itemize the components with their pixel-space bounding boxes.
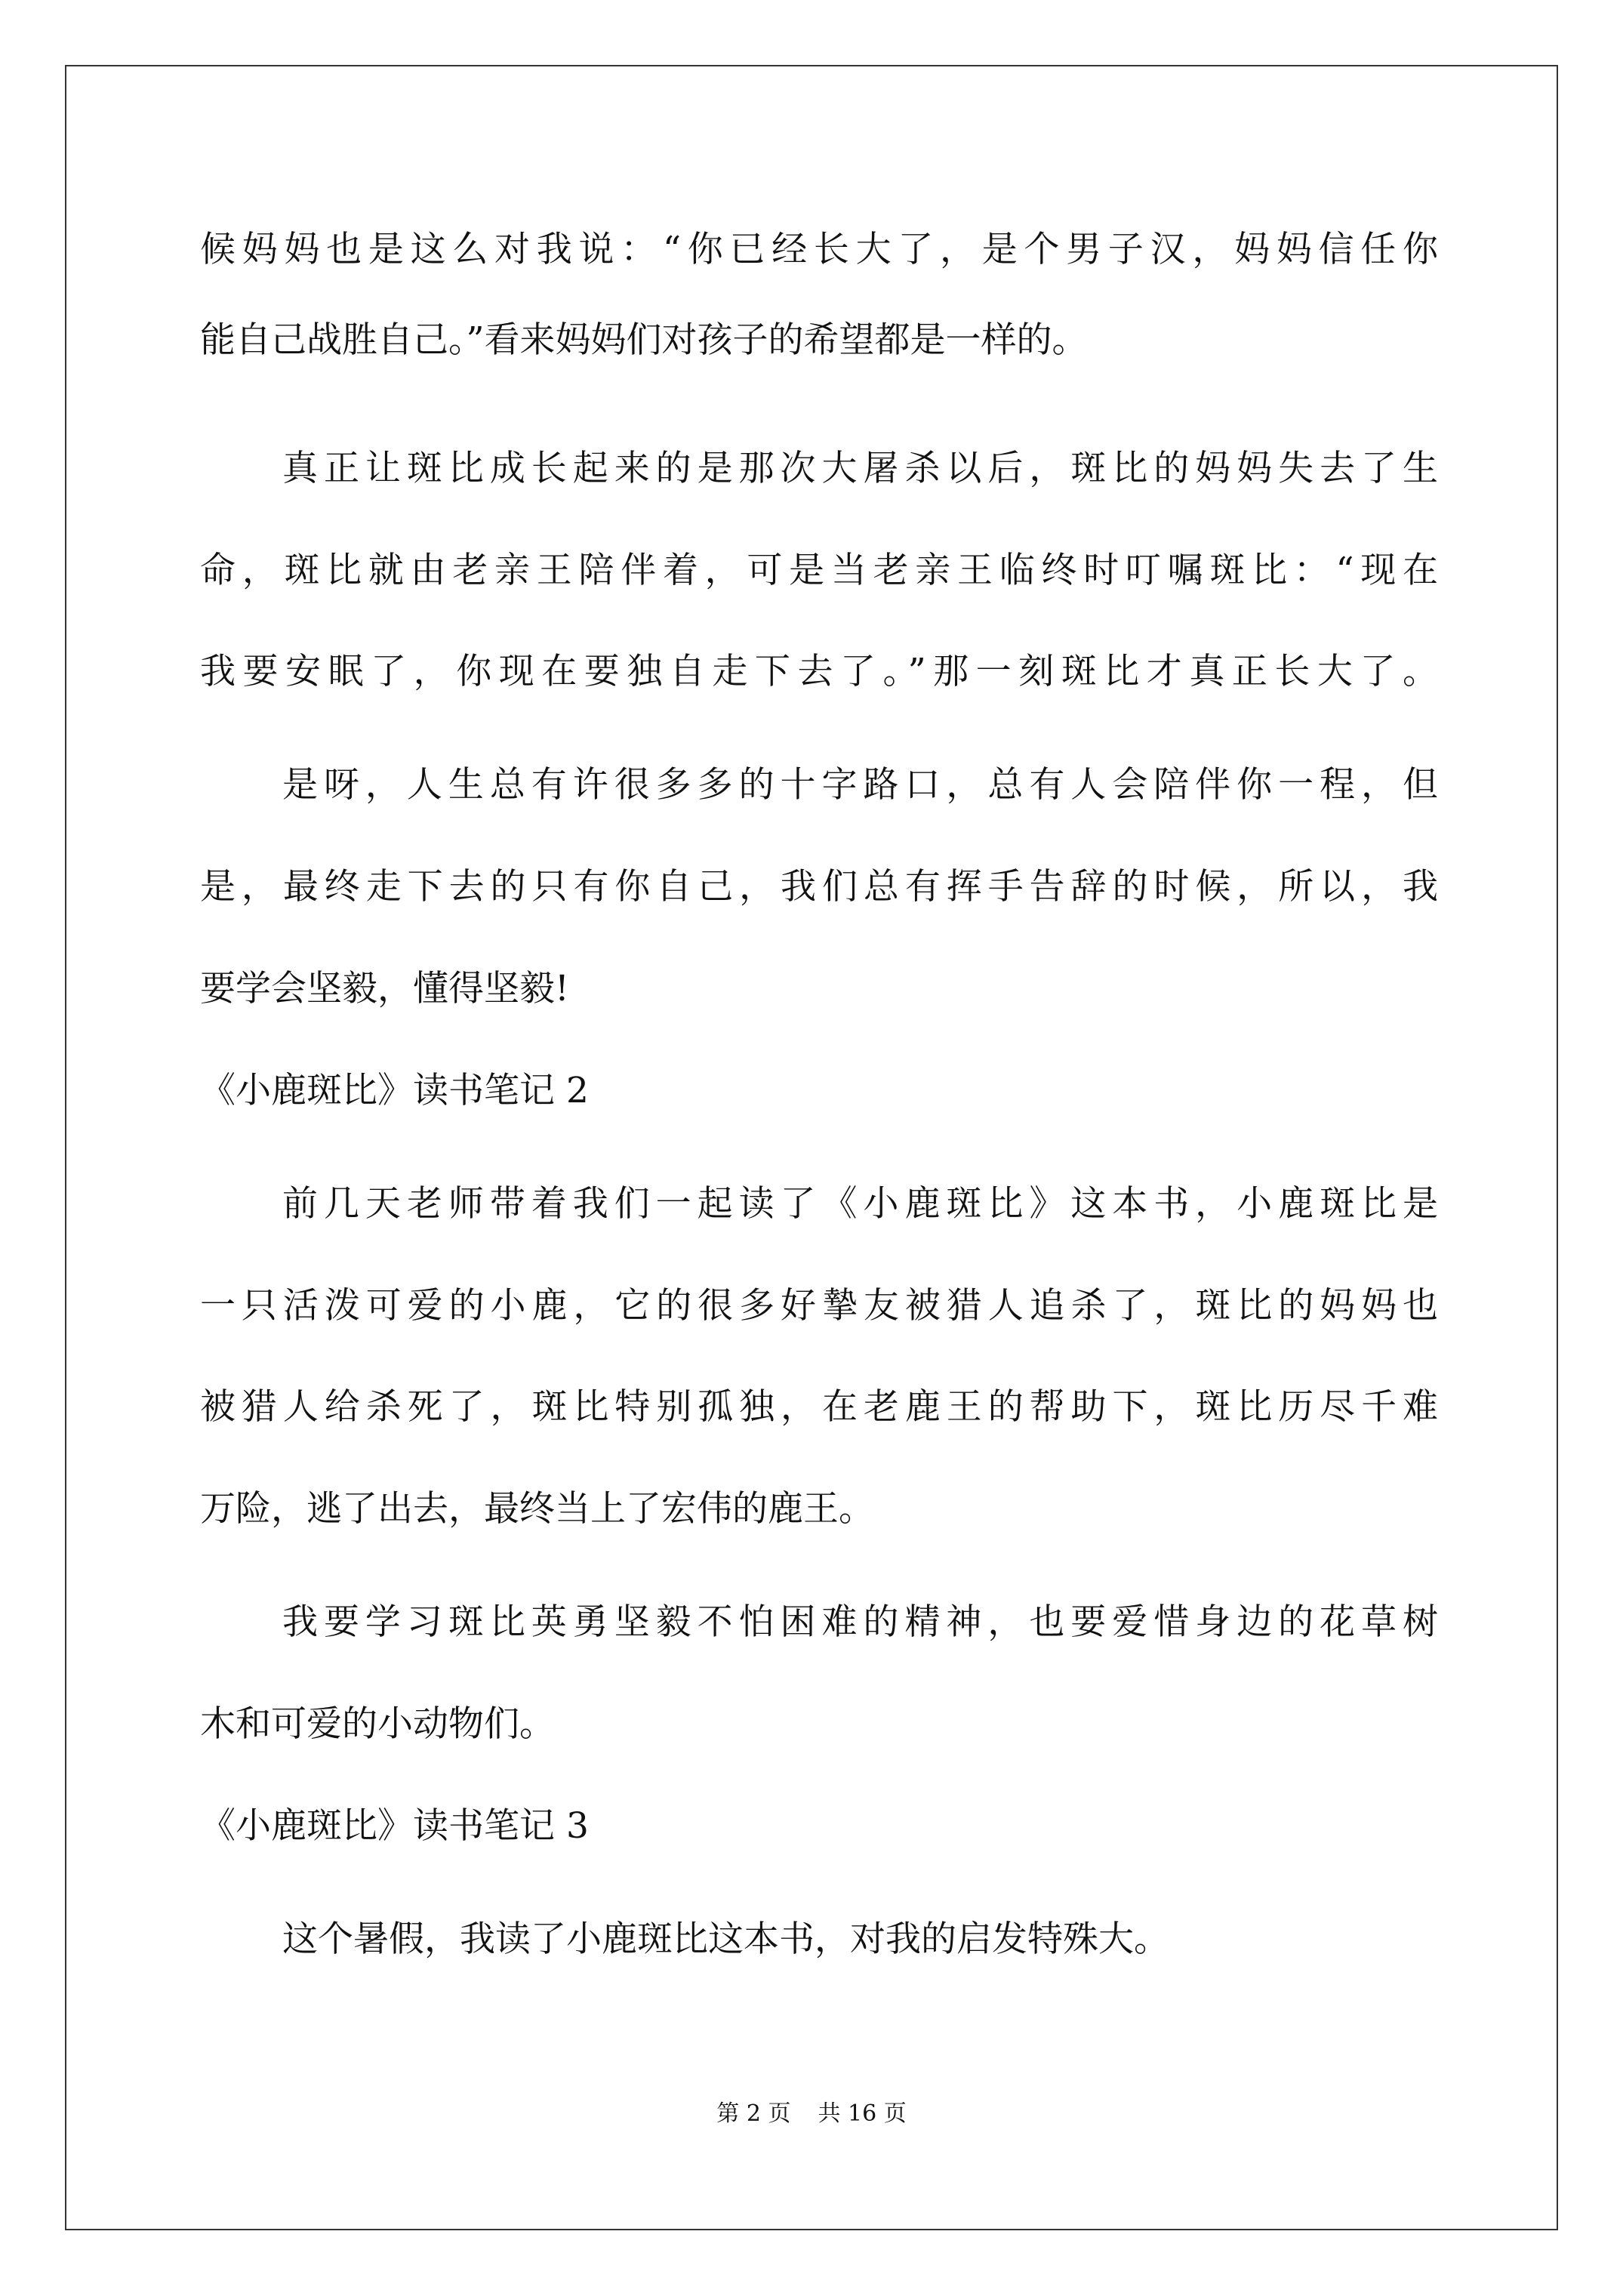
paragraph-line: 是呀，人生总有许很多多的十字路口，总有人会陪伴你一程，但 (282, 764, 1438, 806)
paragraph-line: 这个暑假，我读了小鹿斑比这本书，对我的启发特殊大。 (282, 1918, 1169, 1960)
paragraph-line: 命，斑比就由老亲王陪伴着，可是当老亲王临终时叮嘱斑比：“现在 (200, 550, 1438, 591)
paragraph-line: 被猎人给杀死了，斑比特别孤独，在老鹿王的帮助下，斑比历尽千难 (200, 1386, 1438, 1428)
paragraph-line: 是，最终走下去的只有你自己，我们总有挥手告辞的时候，所以，我 (200, 866, 1438, 908)
paragraph-line: 候妈妈也是这么对我说：“你已经长大了，是个男子汉，妈妈信任你 (200, 229, 1438, 270)
paragraph-line: 前几天老师带着我们一起读了《小鹿斑比》这本书，小鹿斑比是 (282, 1183, 1438, 1225)
paragraph-line: 真正让斑比成长起来的是那次大屠杀以后，斑比的妈妈失去了生 (282, 448, 1438, 489)
paragraph-line: 我要学习斑比英勇坚毅不怕困难的精神，也要爱惜身边的花草树 (282, 1601, 1438, 1643)
page-number: 第 2 页 (716, 2100, 791, 2127)
paragraph-line: 木和可爱的小动物们。 (200, 1703, 555, 1745)
paragraph-line: 要学会坚毅，懂得坚毅! (200, 968, 569, 1009)
section-heading: 《小鹿斑比》读书笔记 3 (200, 1805, 589, 1847)
paragraph-line: 万险，逃了出去，最终当上了宏伟的鹿王。 (200, 1488, 874, 1530)
paragraph-line: 我要安眠了，你现在要独自走下去了。”那一刻斑比才真正长大了。 (200, 651, 1438, 692)
paragraph-line: 一只活泼可爱的小鹿，它的很多好摯友被猎人追杀了，斑比的妈妈也 (200, 1285, 1438, 1327)
page-footer (0, 2099, 1623, 2129)
page-border (65, 65, 1558, 2230)
section-heading: 《小鹿斑比》读书笔记 2 (200, 1070, 589, 1111)
paragraph-line: 能自己战胜自己。”看来妈妈们对孩子的希望都是一样的。 (200, 319, 1088, 361)
page-total: 共 16 页 (818, 2100, 907, 2127)
